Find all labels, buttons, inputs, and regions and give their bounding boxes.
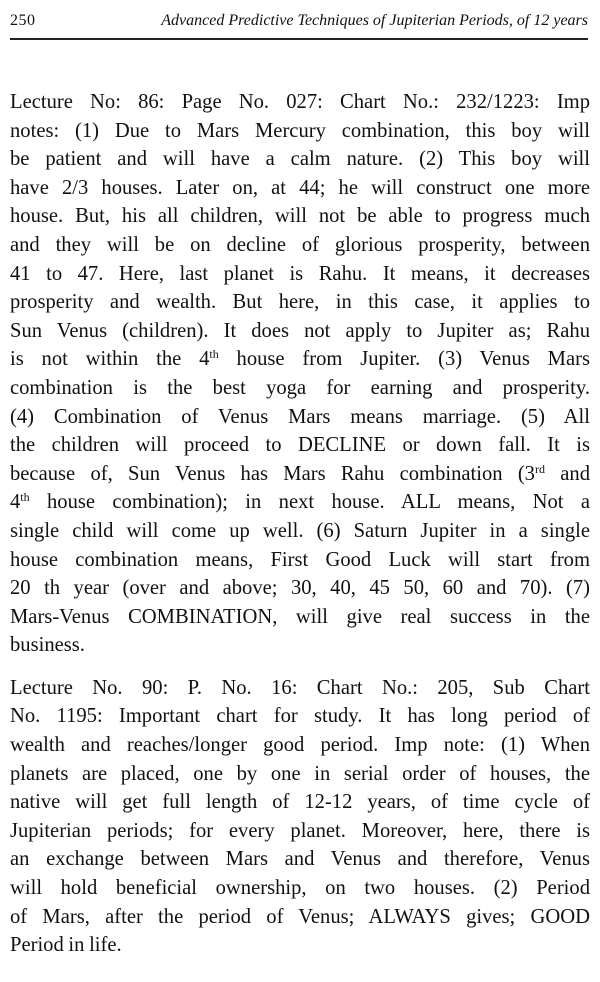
text-segment: 4	[10, 491, 21, 514]
text-segment: and they will be on decline of glorious prosperity, between	[10, 233, 590, 256]
text-segment: No. 1195: Important chart for study. It has long period of	[10, 705, 590, 728]
text-line	[10, 874, 590, 903]
text-segment: Lecture No: 86: Page No. 027: Chart No.: 232/1223: Imp	[10, 91, 590, 113]
text-line	[10, 145, 590, 174]
text-line	[10, 903, 590, 932]
text-line	[10, 88, 590, 117]
text-line	[10, 702, 590, 731]
text-line	[10, 674, 590, 703]
text-segment: house combination); in next house. ALL means, Not a	[29, 491, 590, 514]
text-segment: planets are placed, one by one in serial order of houses, the	[10, 762, 590, 785]
text-segment: Jupiterian periods; for every planet. Moreover, here, there is	[10, 819, 590, 842]
header-rule	[10, 38, 588, 40]
page-number: 250	[10, 12, 36, 29]
ordinal-suffix: th	[209, 347, 219, 362]
text-line	[10, 345, 590, 374]
text-segment: an exchange between Mars and Venus and therefore, Venus	[10, 848, 590, 871]
text-segment: of Mars, after the period of Venus; ALWAYS gives; GOOD	[10, 905, 590, 928]
text-segment: notes: (1) Due to Mars Mercury combination, this boy will	[10, 119, 590, 142]
text-segment: 41 to 47. Here, last planet is Rahu. It means, it decreases	[10, 262, 590, 285]
text-segment: house from Jupiter. (3) Venus Mars	[218, 348, 590, 371]
page-header	[10, 6, 590, 34]
text-segment: business.	[10, 634, 85, 657]
text-line	[10, 374, 590, 403]
text-segment: the children will proceed to DECLINE or down fall. It is	[10, 434, 590, 457]
text-line	[10, 931, 590, 960]
body-text	[10, 88, 590, 960]
text-segment: house. But, his all children, will not be able to progress much	[10, 205, 590, 228]
text-segment: Mars-Venus COMBINATION, will give real success in the	[10, 605, 590, 628]
text-line	[10, 431, 590, 460]
text-line	[10, 317, 590, 346]
text-line	[10, 546, 590, 575]
ordinal-suffix: rd	[534, 461, 545, 476]
text-segment: combination is the best yoga for earning and prosperity.	[10, 376, 590, 399]
text-line	[10, 460, 590, 489]
running-title: Advanced Predictive Techniques of Jupiterian Periods, of 12 years	[161, 12, 588, 29]
text-line	[10, 760, 590, 789]
text-segment: wealth and reaches/longer good period. Imp note: (1) When	[10, 734, 590, 757]
text-line	[10, 202, 590, 231]
ordinal-suffix: th	[20, 490, 30, 505]
text-line	[10, 260, 590, 289]
text-line	[10, 288, 590, 317]
text-segment: Period in life.	[10, 934, 122, 957]
text-line	[10, 117, 590, 146]
text-segment: house combination means, First Good Luck will start from	[10, 548, 590, 571]
text-segment: native will get full length of 12-12 years, of time cycle of	[10, 791, 590, 814]
text-line	[10, 574, 590, 603]
paragraph-1	[10, 88, 590, 660]
text-line	[10, 488, 590, 517]
text-segment: is not within the 4	[10, 348, 210, 371]
text-line	[10, 631, 590, 660]
paragraph-2	[10, 674, 590, 960]
text-line	[10, 174, 590, 203]
text-segment: Sun Venus (children). It does not apply to Jupiter as; Rahu	[10, 319, 590, 342]
text-segment: prosperity and wealth. But here, in this case, it applies to	[10, 291, 590, 314]
text-line	[10, 403, 590, 432]
text-segment: be patient and will have a calm nature. (2) This boy will	[10, 148, 590, 171]
text-line	[10, 788, 590, 817]
text-segment: and	[544, 462, 590, 485]
text-line	[10, 231, 590, 260]
text-line	[10, 845, 590, 874]
text-segment: Lecture No. 90: P. No. 16: Chart No.: 205, Sub Chart	[10, 676, 590, 699]
text-segment: because of, Sun Venus has Mars Rahu combination (3	[10, 462, 535, 485]
text-segment: 20 th year (over and above; 30, 40, 45 50, 60 and 70). (7)	[10, 577, 590, 600]
text-segment: will hold beneficial ownership, on two houses. (2) Period	[10, 877, 590, 900]
text-segment: have 2/3 houses. Later on, at 44; he will construct one more	[10, 176, 590, 199]
text-line	[10, 731, 590, 760]
text-line	[10, 817, 590, 846]
text-line	[10, 517, 590, 546]
text-segment: single child will come up well. (6) Saturn Jupiter in a single	[10, 519, 590, 542]
text-segment: (4) Combination of Venus Mars means marriage. (5) All	[10, 405, 590, 428]
text-line	[10, 603, 590, 632]
